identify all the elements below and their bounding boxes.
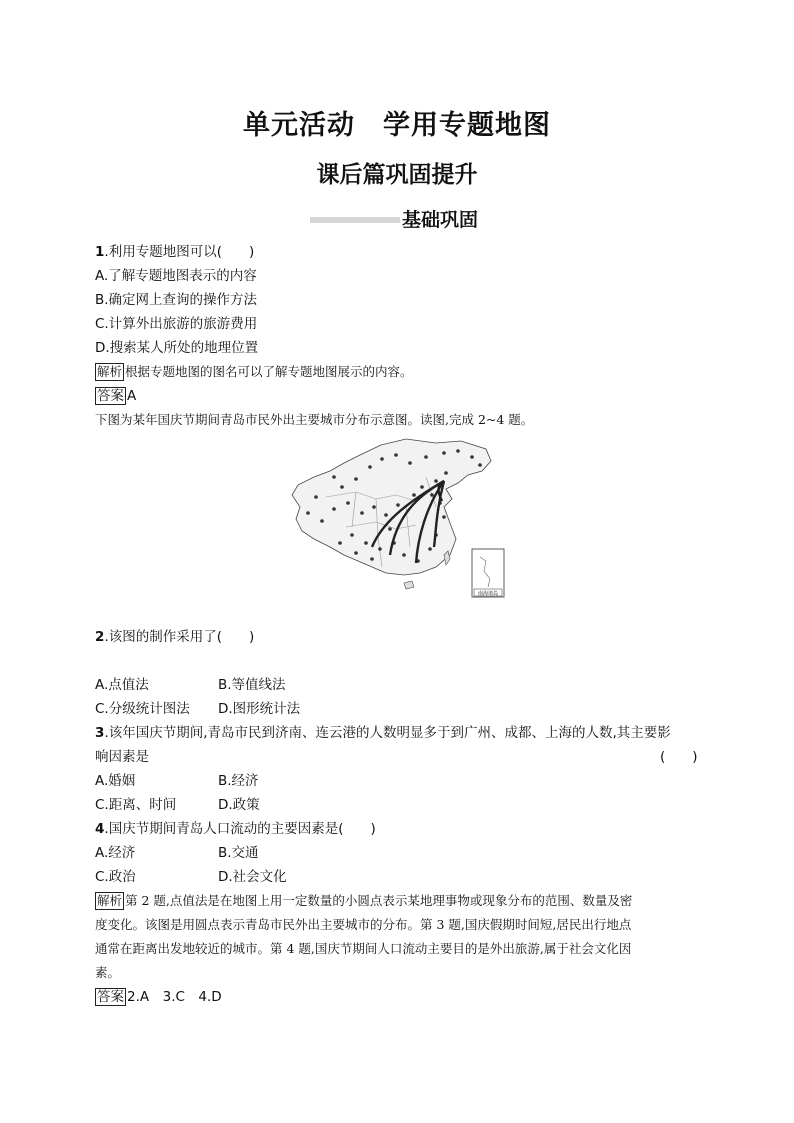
q3-stem-line2: 响因素是 [95,749,149,765]
q1-analysis-text: 根据专题地图的图名可以了解专题地图展示的内容。 [125,364,413,379]
q1-answer-text: A [127,388,137,404]
q4-number: 4 [95,821,105,837]
q4-option-d: D.社会文化 [218,869,287,885]
q3-option-c: C.距离、时间 [95,797,177,813]
china-outline [292,439,491,575]
q1-option-d: D.搜索某人所处的地理位置 [95,340,259,356]
analysis2-line1 [95,892,632,910]
q1-stem [95,243,254,261]
answer-label: 答案 [97,388,124,404]
analysis2-line4: 素。 [95,965,121,980]
q4-stem [95,820,376,838]
q2-number: 2 [95,629,105,645]
q1-analysis [95,363,413,381]
page-subtitle: 课后篇巩固提升 [316,162,478,188]
q3-option-b: B.经济 [218,773,259,789]
q4-option-b: B.交通 [218,845,259,861]
answer2 [95,988,222,1006]
china-distribution-map [286,437,508,599]
q1-number: 1 [95,244,105,260]
q3-option-a: A.婚姻 [95,773,136,789]
q1-answer [95,387,136,405]
q2-option-c: C.分级统计图法 [95,701,190,717]
q1-option-a: A.了解专题地图表示的内容 [95,268,257,284]
hainan-island [404,581,414,589]
inset-label: 南海诸岛 [477,591,499,597]
q2-option-a: A.点值法 [95,677,149,693]
q3-stem [95,724,671,742]
section-title: 基础巩固 [402,209,479,231]
q2-stem-text: .该图的制作采用了( ) [104,629,255,645]
q1-option-b: B.确定网上查询的操作方法 [95,292,258,308]
page-title: 单元活动 学用专题地图 [243,110,551,141]
q1-option-c: C.计算外出旅游的旅游费用 [95,316,258,332]
q4-stem-text: .国庆节期间青岛人口流动的主要因素是( ) [104,821,376,837]
analysis-label: 解析 [97,364,123,379]
q3-stem-text: .该年国庆节期间,青岛市民到济南、连云港的人数明显多于到广州、成都、上海的人数,其主要影 [104,725,671,741]
analysis2-line2: 度变化。该图是用圆点表示青岛市民外出主要城市的分布。第 3 题,国庆假期时间短,居民出行地点 [95,917,632,932]
q2-stem [95,628,254,646]
analysis2-label: 解析 [97,893,123,908]
answer2-text: 2.A 3.C 4.D [127,989,222,1005]
analysis2-line3: 通常在距离出发地较近的城市。第 4 题,国庆节期间人口流动主要目的是外出旅游,属于社会文化因 [95,941,632,956]
q3-number: 3 [95,725,105,741]
answer2-label: 答案 [97,989,124,1005]
q4-option-c: C.政治 [95,869,136,885]
q2-option-b: B.等值线法 [218,677,286,693]
q2-option-d: D.图形统计法 [218,701,301,717]
q3-answer-paren: ( ) [660,749,698,765]
intro-text: 下图为某年国庆节期间青岛市民外出主要城市分布示意图。读图,完成 2~4 题。 [95,412,534,427]
q1-stem-text: .利用专题地图可以( ) [104,244,255,260]
analysis2-text1: 第 2 题,点值法是在地图上用一定数量的小圆点表示某地理事物或现象分布的范围、数量及密 [125,893,633,908]
q4-option-a: A.经济 [95,845,136,861]
section-bar [310,217,400,223]
q3-option-d: D.政策 [218,797,260,813]
